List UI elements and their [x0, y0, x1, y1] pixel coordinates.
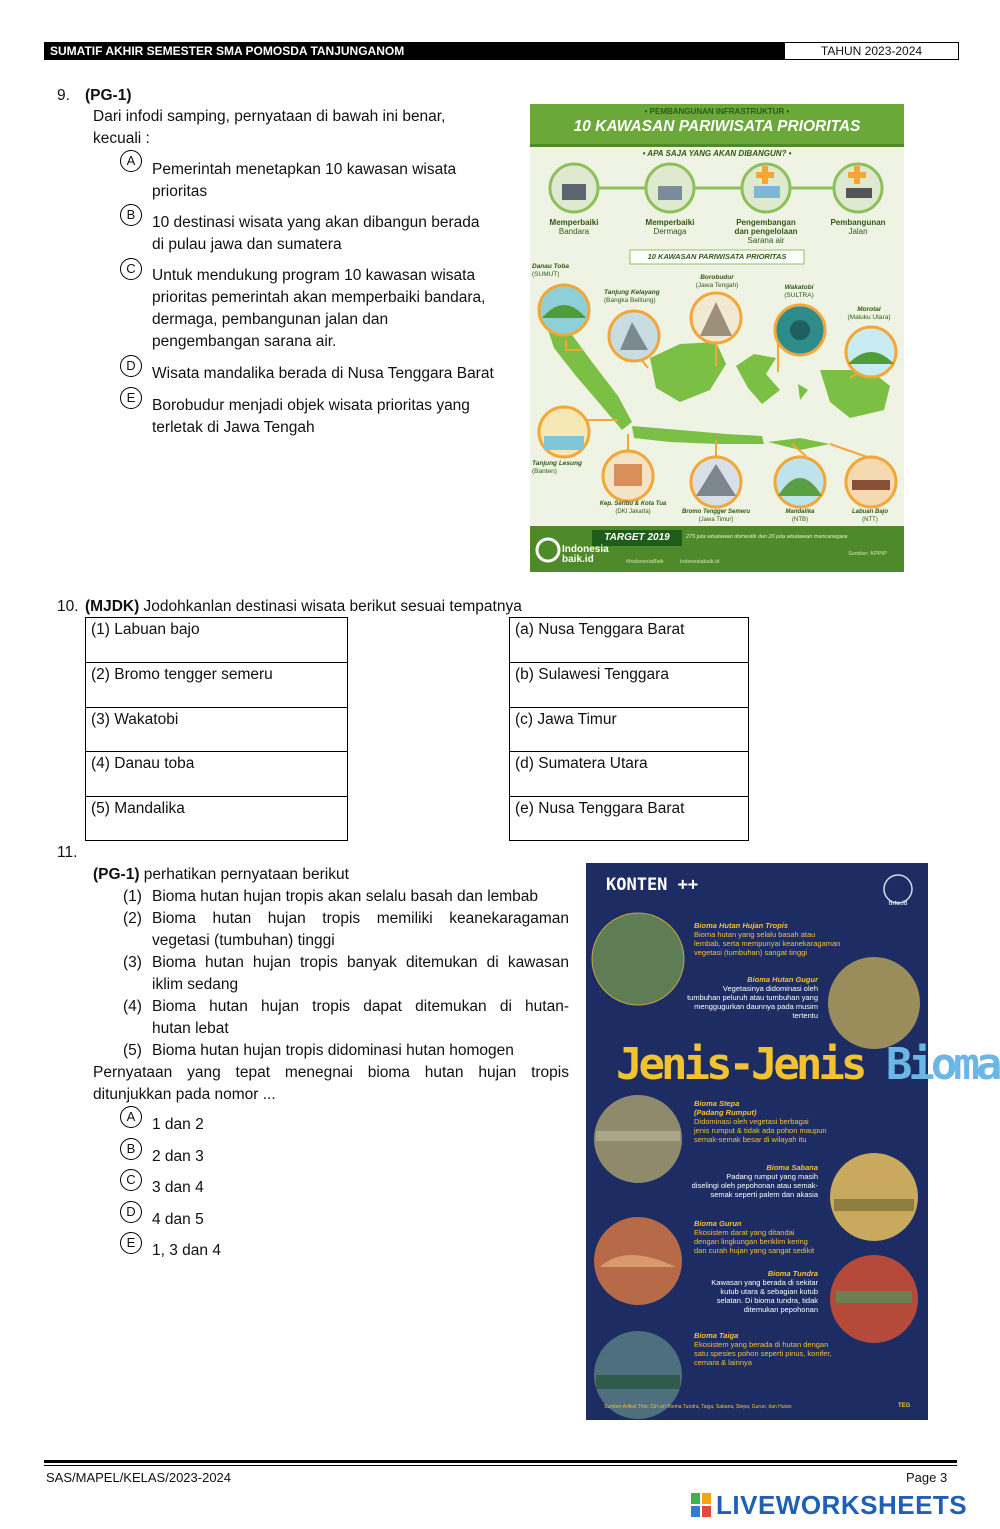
poster-source: Sumber Artikel Tirto: Ciri-ciri Bioma Tundra, Taiga, Sabana, Stepa, Gurun, dan Hutan [604, 1404, 792, 1410]
poster-title: Jenis-Jenis Bioma [616, 1039, 999, 1090]
target-text: 275 juta wisatawan domestik dan 20 juta wisatawan mancanegara [686, 534, 848, 540]
place-label: Morotai (Maluku Utara) [847, 306, 891, 321]
option-text: 1 dan 2 [152, 1116, 204, 1133]
option-text: terletak di Jawa Tengah [152, 419, 315, 436]
statement-text: Bioma hutan hujan tropis memiliki keanekaragaman [152, 910, 569, 927]
infographic-source: Sumber: KPPIP [848, 551, 887, 557]
biome-taiga: Bioma Taiga Ekosistem yang berada di hutan dengan satu spesies pohon seperti pinus, konifer, cemara & lainnya [694, 1331, 832, 1367]
header-title: SUMATIF AKHIR SEMESTER SMA POMOSDA TANJUNGANOM [44, 42, 784, 60]
place-label: Mandalika (NTB) [785, 509, 815, 523]
biome-tundra: Bioma Tundra Kawasan yang berada di sekitar kutub utara & sebagian kutub selatan. Di bioma tundra, tidak ditemukan pepohonan [711, 1269, 818, 1314]
statement-text: Bioma hutan hujan tropis banyak ditemukan di kawasan [152, 954, 569, 971]
match-left-4[interactable]: (4) Danau toba [85, 751, 348, 797]
option-e-circle[interactable]: E [120, 387, 142, 409]
place-label: Labuan Bajo (NTT) [851, 509, 888, 523]
option-text: 4 dan 5 [152, 1211, 204, 1228]
q11-question-line2: ditunjukkan pada nomor ... [93, 1086, 276, 1103]
footer-rule [44, 1460, 957, 1463]
q9-tag: (PG-1) [85, 87, 132, 104]
footer-code: SAS/MAPEL/KELAS/2023-2024 [46, 1470, 232, 1485]
q11-number: 11. [57, 844, 78, 861]
option-text: 1, 3 dan 4 [152, 1242, 221, 1259]
match-right-d[interactable]: (d) Sumatera Utara [509, 751, 749, 797]
place-label: Tanjung Lesung (Banten) [532, 460, 582, 475]
option-text: Borobudur menjadi objek wisata prioritas yang [152, 397, 470, 414]
option-b-circle[interactable]: B [120, 1138, 142, 1160]
option-d-circle[interactable]: D [120, 1201, 142, 1223]
tourism-infographic [530, 104, 904, 572]
footer-rule [44, 1465, 957, 1466]
infographic-art [530, 104, 904, 572]
q9-number: 9. [57, 87, 70, 104]
option-d-circle[interactable]: D [120, 355, 142, 377]
place-label: Tanjung Kelayang (Bangka Belitung) [604, 289, 660, 304]
option-c-circle[interactable]: C [120, 258, 142, 280]
infographic-title: 10 KAWASAN PARIWISATA PRIORITAS [573, 118, 861, 135]
biome-deciduous: Bioma Hutan Gugur Vegetasinya didominasi oleh tumbuhan peluruh atau tumbuhan yang menggugurkan daunnya pada musim tertentu [687, 975, 818, 1020]
match-right-a[interactable]: (a) Nusa Tenggara Barat [509, 617, 749, 663]
biome-steppe: Bioma Stepa (Padang Rumput) Didominasi oleh vegetasi berbagai jenis rumput & tidak ada pohon maupun semak-semak besar di wilayah itu [694, 1099, 827, 1144]
build-label: Memperbaiki Bandara [549, 218, 599, 236]
infographic-subtitle: 10 KAWASAN PARIWISATA PRIORITAS [647, 252, 787, 261]
option-text: Pemerintah menetapkan 10 kawasan wisata [152, 161, 457, 178]
brand-name: Indonesia baik.id [562, 544, 609, 565]
header-year: TAHUN 2023-2024 [784, 42, 959, 60]
option-text: prioritas [152, 183, 208, 200]
q11-question-line1: Pernyataan yang tepat menegnai bioma hutan hujan tropis [93, 1064, 569, 1081]
option-e-circle[interactable]: E [120, 1232, 142, 1254]
option-a-circle[interactable]: A [120, 150, 142, 172]
statement-number: (1) [123, 888, 142, 905]
match-right-e[interactable]: (e) Nusa Tenggara Barat [509, 796, 749, 841]
statement-text: vegetasi (tumbuhan) tinggi [152, 932, 335, 949]
statement-text: Bioma hutan hujan tropis akan selalu basah dan lembab [152, 888, 539, 905]
option-c-circle[interactable]: C [120, 1169, 142, 1191]
statement-text: Bioma hutan hujan tropis dapat ditemukan di hutan- [152, 998, 569, 1015]
poster-kicker: KONTEN ++ [606, 875, 699, 895]
q9-stem-line1: Dari infodi samping, pernyataan di bawah ini benar, [93, 108, 446, 125]
place-label: Kep. Seribu & Kota Tua (DKI Jakarta) [599, 501, 667, 515]
statement-text: hutan lebat [152, 1020, 229, 1037]
build-label: Pembangunan Jalan [830, 218, 886, 236]
place-label: Borobudur (Jawa Tengah) [695, 274, 739, 289]
biome-desert: Bioma Gurun Ekosistem darat yang ditandai dengan lingkungan beriklim kering dan curah hujan yang sangat sedikit [694, 1219, 815, 1255]
option-text: dermaga, pembangunan jalan dan [152, 311, 389, 328]
biome-rainforest: Bioma Hutan Hujan Tropis Bioma hutan yang selalu basah atau lembab, serta mempunyai keanekaragaman vegetasi (tumbuhan) sangat tinggi [694, 921, 841, 957]
page-number: Page 3 [906, 1470, 948, 1485]
match-left-2[interactable]: (2) Bromo tengger semeru [85, 662, 348, 708]
biome-poster [586, 863, 999, 1420]
statement-text: iklim sedang [152, 976, 239, 993]
statement-number: (3) [123, 954, 142, 971]
place-label: Wakatobi (SULTRA) [784, 284, 814, 299]
match-right-c[interactable]: (c) Jawa Timur [509, 707, 749, 752]
liveworksheets-logo-icon [690, 1490, 712, 1520]
match-left-1[interactable]: (1) Labuan bajo [85, 617, 348, 663]
poster-brand: tirto.id [888, 901, 908, 907]
social-handle: indonesiabaik.id [680, 559, 720, 565]
poster-tag: TEG [898, 1403, 911, 1409]
place-label: Danau Toba (SUMUT) [532, 263, 569, 278]
match-left-5[interactable]: (5) Mandalika [85, 796, 348, 841]
infographic-kicker: • PEMBANGUNAN INFRASTRUKTUR • [644, 107, 790, 116]
statement-number: (2) [123, 910, 142, 927]
statement-number: (5) [123, 1042, 142, 1059]
infographic-question: • APA SAJA YANG AKAN DIBANGUN? • [642, 149, 792, 158]
option-text: di pulau jawa dan sumatera [152, 236, 342, 253]
target-label: TARGET 2019 [604, 532, 670, 543]
place-label: Bromo Tengger Semeru (Jawa Timur) [681, 509, 751, 523]
build-label: Pengembangan dan pengelolaan Sarana air [734, 218, 798, 245]
option-text: pengembangan sarana air. [152, 333, 337, 350]
option-text: 10 destinasi wisata yang akan dibangun berada [152, 214, 480, 231]
option-text: 2 dan 3 [152, 1148, 204, 1165]
option-b-circle[interactable]: B [120, 204, 142, 226]
q11-stem: (PG-1) perhatikan pernyataan berikut [93, 866, 349, 883]
liveworksheets-brand[interactable]: LIVEWORKSHEETS [716, 1490, 968, 1520]
statement-number: (4) [123, 998, 142, 1015]
option-text: Untuk mendukung program 10 kawasan wisata [152, 267, 476, 284]
q10-number: 10. [57, 598, 79, 615]
match-right-b[interactable]: (b) Sulawesi Tenggara [509, 662, 749, 708]
hashtag: #IndonesiaBaik [626, 559, 664, 565]
match-left-3[interactable]: (3) Wakatobi [85, 707, 348, 752]
option-text: Wisata mandalika berada di Nusa Tenggara Barat [152, 365, 494, 382]
q9-stem-line2: kecuali : [93, 130, 150, 147]
q10-stem: (MJDK) Jodohkanlan destinasi wisata berikut sesuai tempatnya [85, 598, 522, 615]
biome-savanna: Bioma Sabana Padang rumput yang masih diselingi oleh pepohonan atau semak- semak seperti palem dan akasia [691, 1163, 818, 1199]
option-text: prioritas pemerintah akan memperbaiki bandara, [152, 289, 486, 306]
statement-text: Bioma hutan hujan tropis didominasi hutan homogen [152, 1042, 514, 1059]
option-text: 3 dan 4 [152, 1179, 204, 1196]
build-label: Memperbaiki Dermaga [645, 218, 695, 236]
option-a-circle[interactable]: A [120, 1106, 142, 1128]
